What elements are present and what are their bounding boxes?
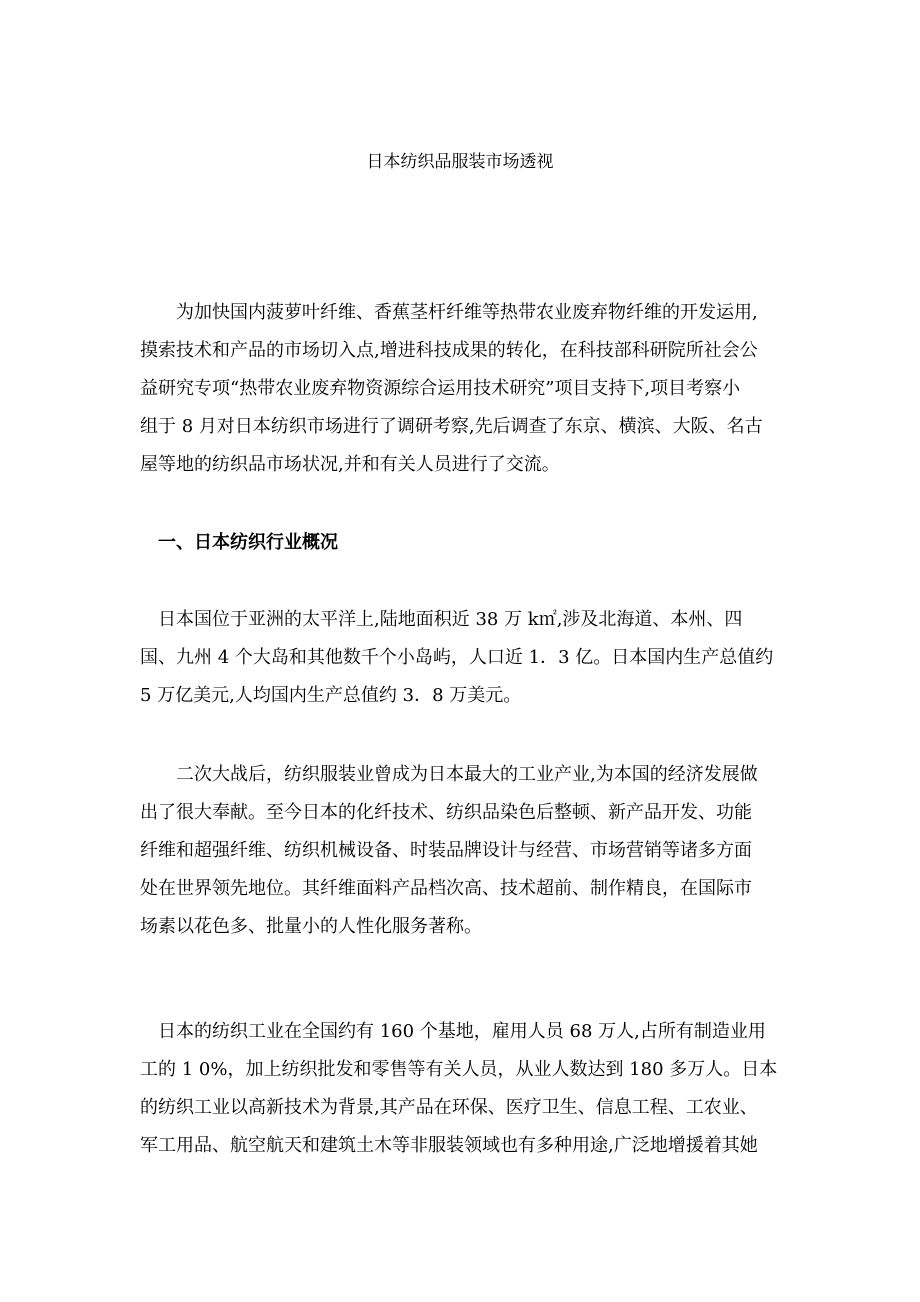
paragraph-history <box>140 756 780 946</box>
paragraph-line: 纤维和超强纤维、纺织机械设备、时装品牌设计与经营、市场营销等诸多方面 <box>140 840 752 861</box>
paragraph-line: 5 万亿美元,人均国内生产总值约 3．8 万美元。 <box>140 685 522 706</box>
paragraph-line: 二次大战后，纺织服装业曾成为日本最大的工业产业,为本国的经济发展做 <box>140 764 758 785</box>
paragraph-line: 组于 8 月对日本纺织市场进行了调研考察,先后调查了东京、横滨、大阪、名古 <box>140 416 763 437</box>
paragraph-line: 日本的纺织工业在全国约有 160 个基地，雇用人员 68 万人,占所有制造业用 <box>140 1021 766 1042</box>
paragraph-line: 国、九州 4 个大岛和其他数千个小岛屿，人口近 1．3 亿。日本国内生产总值约 <box>140 647 774 668</box>
paragraph-line: 的纺织工业以高新技术为背景,其产品在环保、医疗卫生、信息工程、工农业、 <box>140 1097 758 1118</box>
paragraph-line: 场素以花色多、批量小的人性化服务著称。 <box>140 916 482 937</box>
paragraph-line: 日本国位于亚洲的太平洋上,陆地面积近 38 万 k㎡,涉及北海道、本州、四 <box>140 609 743 630</box>
paragraph-line: 摸索技术和产品的市场切入点,增进科技成果的转化，在科技部科研院所社会公 <box>140 340 758 361</box>
paragraph-line: 军工用品、航空航天和建筑土木等非服装领域也有多种用途,广泛地增援着其她 <box>140 1135 758 1156</box>
paragraph-line: 工的 1 0%，加上纺织批发和零售等有关人员，从业人数达到 180 多万人。日本 <box>140 1059 778 1080</box>
paragraph-geography <box>140 601 780 715</box>
document-title: 日本纺织品服装市场透视 <box>366 152 554 172</box>
paragraph-line: 为加快国内菠萝叶纤维、香蕉茎杆纤维等热带农业废弃物纤维的开发运用, <box>140 302 758 323</box>
paragraph-industry <box>140 1013 780 1165</box>
section-heading: 一、日本纺织行业概况 <box>158 532 338 553</box>
paragraph-line: 处在世界领先地位。其纤维面料产品档次高、技术超前、制作精良，在国际市 <box>140 878 752 899</box>
paragraph-intro <box>140 294 780 484</box>
paragraph-line: 屋等地的纺织品市场状况,并和有关人员进行了交流。 <box>140 454 560 475</box>
paragraph-line: 益研究专项“热带农业废弃物资源综合运用技术研究”项目支持下,项目考察小 <box>140 378 741 399</box>
paragraph-line: 出了很大奉献。至今日本的化纤技术、纺织品染色后整顿、新产品开发、功能 <box>140 802 752 823</box>
